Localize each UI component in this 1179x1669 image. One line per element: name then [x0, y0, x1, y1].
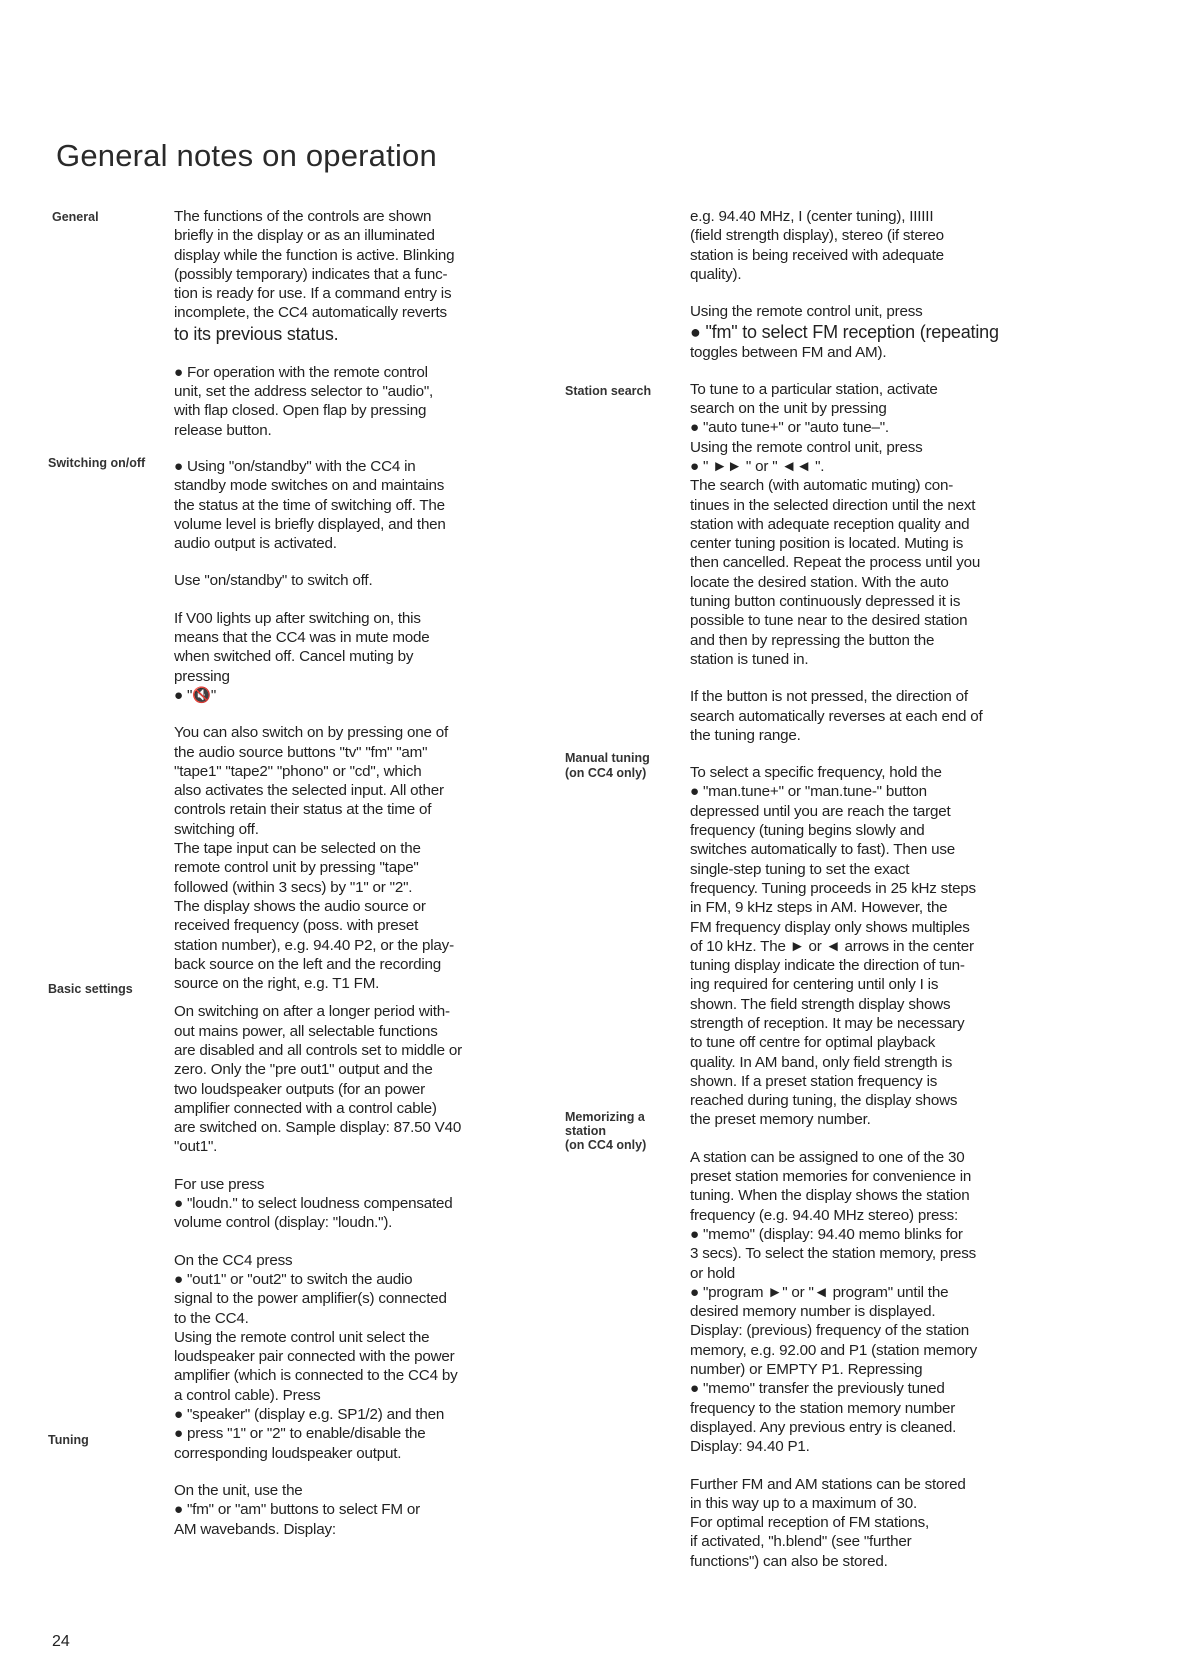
- page-number: 24: [52, 1633, 70, 1650]
- general-paragraph: The functions of the controls are shown briefly in the display or as an illuminated display while the function is active. Blinking (possibly temporary) indicates that a func- tion is ready for use. If a command entry is incomplete, the CC4 automatically reverts: [174, 208, 455, 322]
- section-label-manual-tuning: Manual tuning (on CC4 only): [565, 751, 650, 780]
- further-stations-paragraph: Further FM and AM stations can be stored in this way up to a maximum of 30. For optimal reception of FM stations, if activated, "h.blend" (see "further functions") can also be stored.: [690, 1475, 966, 1570]
- switch-on-paragraph: ● Using "on/standby" with the CC4 in standby mode switches on and maintains the status at the time of switching off. The volume level is briefly displayed, and then audio output is activated.: [174, 457, 446, 553]
- section-label-memorizing: Memorizing a station (on CC4 only): [565, 1110, 647, 1152]
- audio-source-paragraph: You can also switch on by pressing one of the audio source buttons "tv" "fm" "am" "tape1" "tape2" "phono" or "cd", which also activates the selected input. All other controls retain their status at the time of switching off. The tape input can be selected on the remote control unit by pressing "tape" followed (within 3 secs) by "1" or "2". The display shows the audio source or received frequency (poss. with preset station number), e.g. 94.40 P2, or the play- back source on the left and the recording source on the right, e.g. T1 FM.: [174, 724, 454, 993]
- section-label-basic-settings: Basic settings: [48, 982, 133, 996]
- section-label-general: General: [52, 210, 99, 224]
- right-column: [690, 207, 1020, 1589]
- mute-paragraph: If V00 lights up after switching on, this means that the CC4 was in mute mode when switched off. Cancel muting by pressing ● "🔇": [174, 609, 430, 704]
- section-label-station-search: Station search: [565, 384, 652, 398]
- switch-off-paragraph: Use "on/standby" to switch off.: [174, 572, 373, 590]
- remote-intro: Using the remote control unit, press: [690, 303, 923, 321]
- tuning-display-paragraph: e.g. 94.40 MHz, I (center tuning), IIIIII (field strength display), stereo (if stereo station is being received with adequate quality).: [690, 208, 944, 283]
- page-title: General notes on operation: [56, 138, 437, 173]
- station-search-paragraph: To tune to a particular station, activate search on the unit by pressing ● "auto tune+" or "auto tune–". Using the remote control unit, press ● " ►► " or " ◄◄ ". The search (with automatic muting) con- tinues in the selected direction until the next station with adequate reception quality and center tuning position is located. Muting is then cancelled. Repeat the process until you locate the desired station. With the auto tuning button continuously depressed it is possible to tune near to the desired station and then by repressing the button the station is tuned in.: [690, 380, 981, 668]
- tuning-paragraph: On the unit, use the ● "fm" or "am" buttons to select FM or AM wavebands. Display:: [174, 1481, 420, 1538]
- output-paragraph: On the CC4 press ● "out1" or "out2" to switch the audio signal to the power amplifier(s) connected to the CC4. Using the remote control unit select the loudspeaker pair connected with the power amplifier (which is connected to the CC4 by a control cable). Press ● "speaker" (display e.g. SP1/2) and then ● press "1" or "2" to enable/disable the corresponding loudspeaker output.: [174, 1251, 458, 1462]
- memorizing-paragraph: A station can be assigned to one of the 30 preset station memories for convenience in tuning. When the display shows the station frequency (e.g. 94.40 MHz stereo) press: ● "memo" (display: 94.40 memo blinks for 3 secs). To select the station memory, press or hold ● "program ►" or "◄ program" until the desired memory number is displayed. Display: (previous) frequency of the station memory, e.g. 92.00 and P1 (station memory number) or EMPTY P1. Repressing ● "memo" transfer the previously tuned frequency to the station memory number displayed. Any previous entry is cleaned. Display: 94.40 P1.: [690, 1148, 977, 1456]
- remote-address-note: ● For operation with the remote control unit, set the address selector to "audio", with flap closed. Open flap by pressing release button.: [174, 363, 434, 439]
- left-column: [174, 207, 494, 1557]
- remote-fm-line: ● "fm" to select FM reception (repeating: [690, 322, 999, 343]
- general-paragraph-end: to its previous status.: [174, 323, 339, 344]
- manual-tuning-paragraph: To select a specific frequency, hold the ● "man.tune+" or "man.tune-" button depressed until you are reach the target frequency (tuning begins slowly and switches automatically to fast). Then use single-step tuning to set the exact frequency. Tuning proceeds in 25 kHz steps in FM, 9 kHz steps in AM. However, the FM frequency display only shows multiples of 10 kHz. The ► or ◄ arrows in the center tuning display indicate the direction of tun- ing required for centering until only I is shown. The field strength display shows strength of reception. It may be necessary to tune off centre for optimal playback quality. In AM band, only field strength is shown. If a preset station frequency is reached during tuning, the display shows the preset memory number.: [690, 764, 976, 1129]
- section-label-tuning: Tuning: [48, 1433, 89, 1447]
- loudness-paragraph: For use press ● "loudn." to select loudness compensated volume control (display: "loudn.").: [174, 1175, 453, 1232]
- remote-fm-end: toggles between FM and AM).: [690, 344, 887, 362]
- section-label-switching: Switching on/off: [48, 456, 146, 470]
- search-direction-paragraph: If the button is not pressed, the direction of search automatically reverses at each end of the tuning range.: [690, 688, 983, 744]
- basic-settings-paragraph: On switching on after a longer period with- out mains power, all selectable functions are disabled and all controls set to middle or zero. Only the "pre out1" output and the two loudspeaker outputs (for an power amplifier connected with a control cable) are switched on. Sample display: 87.50 V40 "out1".: [174, 1003, 462, 1156]
